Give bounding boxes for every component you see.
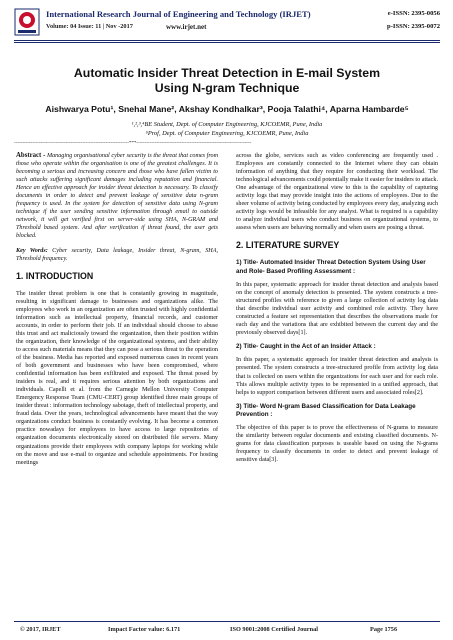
journal-title: International Research Journal of Engineering and Technology (IRJET): [46, 9, 311, 19]
survey-item-3-title: 3) Title- Word N-gram Based Classification for Data Leakage Prevention :: [236, 402, 416, 418]
abstract-text: Managing organisational cyber security is the threat that comes from those who operate within the organisation is one of the greatest challenges. It is becoming a serious and increasing concern and those who have fallen victim to such attacks suffering significant damages including reputation and financial. Hence an effective approach for insider threat detection is necessary. To classify documents in order to detect and prevent leakage of sensitive data n-gram frequency is used. In the system for detection of sensitive data using N-gram technique if the user sending sensitive information through email to outside network, it will get verified first on server-side using SHA, N-GRAM and Threshold based system. And after verification if threat found, the user gets blocked.: [16, 153, 218, 240]
paper-title-line2: Using N-gram Technique: [154, 81, 300, 95]
section-separator: ---------------------------------------------------------------------***---------------------------------------------------------------------: [14, 141, 252, 146]
survey-item-2-text: In this paper, a systematic approach for insider threat detection and analysis is presented. The system constructs a tree-structured profile from activity log data that is collected on users within the organizations for each user and for each role. This allows multiple activity types to be represented in a unified approach, that helps to support comparison between different users and associated roles[2].: [236, 357, 438, 396]
p-issn: p-ISSN: 2395-0072: [387, 23, 440, 30]
e-issn: e-ISSN: 2395-0056: [387, 10, 440, 17]
footer-impact-factor: Impact Factor value: 6.171: [108, 626, 181, 633]
paper-authors: Aishwarya Potu¹, Snehal Mane², Akshay Kondhalkar³, Pooja Talathi⁴, Aparna Hambarde⁵: [45, 104, 409, 114]
header-rule: [14, 40, 440, 41]
affiliation-students: ¹,²,³,⁴BE Student, Dept. of Computer Engineering, KJCOEMR, Pune, India: [131, 121, 323, 128]
affiliation-professor: ⁵Prof, Dept. of Computer Engineering, KJCOEMR, Pune, India: [145, 129, 309, 137]
survey-item-1-title: 1) Title- Automated Insider Threat Detection System Using User and Role- Based Profiling Assessment :: [236, 259, 426, 275]
journal-url[interactable]: www.irjet.net: [166, 23, 207, 31]
survey-item-2-title: 2) Title- Caught in the Act of an Insider Attack :: [236, 343, 376, 351]
abstract: [16, 152, 218, 241]
keywords-text: Cyber security, Data leakage, Insider threat, N-gram, SHA, Threshold frequency.: [16, 247, 218, 262]
affiliations: [20, 121, 434, 138]
volume-line: [46, 23, 207, 31]
introduction-paragraph: The insider threat problem is one that is constantly growing in magnitude, resulting in significant damage to businesses and organizations alike. The employees who work in an organization are often trusted with highly confidential information such as intellectual property, financial records, and customer accounts, in order to perform their job. If an individual should choose to abuse this trust and act maliciously toward the organization, then their position within the organization, their knowledge of the organizational systems, and their ability to access such materials means that they can pose a serious threat to the operation of the business. Media has reported and exposed numerous cases in recent years of both government and businesses who have been compromised, where confidential information has been exfiltrated and exposed. The threat posed by insiders is real, and it requires serious attention by both organizations and individuals. Capelli et al. from the Carnegie Mellon University Computer Emergency Response Team (CMU-CERT) group identified three main groups of insider threat : information technology sabotage, theft of intellectual property, and fraud data. Over the years, technological advancements have meant that the way organizations conduct business is constantly evolving. It has become a common practice nowadays for employees to have access to large repositories of organization documents electronically stored on distributed file servers. Many organizations provide their employees with company laptops for working while on the move and use e-mail to organize and schedule appointments. For hosting meetings: [16, 290, 218, 466]
header-rule-secondary: [14, 42, 440, 43]
volume-issue: Volume: 04 Issue: 11 | Nov -2017: [46, 23, 133, 30]
right-column: [236, 152, 438, 470]
survey-item-3-text: The objective of this paper is to prove the effectiveness of N-grams to measure the similarity between regular documents and existing classified documents. N-grams for data classification purposes is useable based on using the N-grams frequency to classify documents in order to detect and prevent leakage of sensitive data[3].: [236, 425, 438, 464]
survey-item-1-text: In this paper, systematic approach for insider threat detection and analysis based on the concept of anomaly detection is presented. The system constructs a tree-structured profiles with reference to given a large collection of activity log data that describe individual user activity and combined role activity. They have constructed a feature set representation that describes the observations made for each day and the variations that are exhibited between the current day and the previously observed days[1].: [236, 281, 438, 337]
footer-page-number: Page 1756: [370, 626, 398, 633]
journal-header: [14, 6, 440, 40]
keywords-label: Key Words:: [16, 247, 48, 254]
keywords: [16, 247, 218, 263]
introduction-heading: 1. INTRODUCTION: [16, 270, 94, 281]
footer-copyright: © 2017, IRJET: [20, 626, 61, 633]
paper-title-line1: Automatic Insider Threat Detection in E-mail System: [73, 66, 381, 80]
footer-iso: ISO 9001:2008 Certified Journal: [230, 626, 318, 633]
introduction-continued: across the globe, services such as video conferencing are frequently used . Employees are constantly connected to the Internet where they can obtain information of anything that they require for conducting their workload. The technological advancements could potentially make it easier for insiders to attack. One advantage of the organizational view to this is the capability of capturing activity logs that may provide insight into the actions of employees. Due to the sheer volume of activity being conducted by employees every day, analyzing such activity logs would be infeasible for any analyst. What is required is a capability to analyze individual users who conduct business on organizational systems, to assess when users are behaving normally and when users are posing a threat.: [236, 153, 438, 232]
paper-title: [40, 66, 414, 96]
left-column: [16, 152, 218, 473]
irjet-logo-icon: [14, 8, 40, 36]
literature-survey-heading: 2. LITERATURE SURVEY: [236, 240, 340, 251]
abstract-label: Abstract -: [16, 152, 46, 159]
footer-rule: [14, 621, 440, 622]
